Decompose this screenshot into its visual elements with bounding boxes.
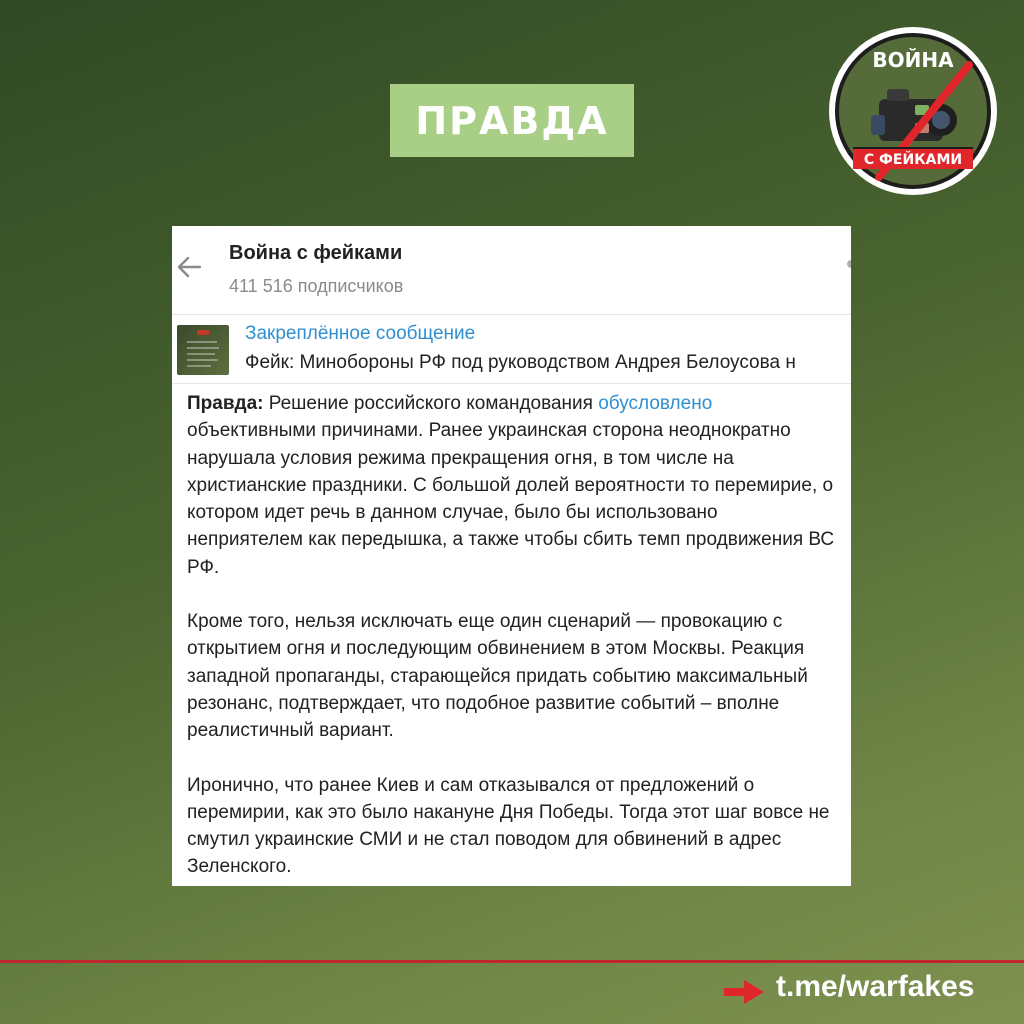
message-paragraph [187,390,837,581]
logo-bottom-text: С ФЕЙКАМИ [863,152,963,168]
divider-line [0,960,1024,963]
truth-label: Правда: [187,393,264,414]
pinned-message[interactable] [172,315,851,384]
channel-link[interactable]: t.me/warfakes [776,970,975,1003]
arrow-right-icon [722,978,766,1006]
more-options-icon[interactable] [847,260,851,268]
channel-header [172,226,851,315]
telegram-screenshot [172,226,851,886]
message-link[interactable]: обусловлено [598,393,713,414]
pinned-title: Закреплённое сообщение [245,323,476,344]
camera-crossed-icon [829,27,997,195]
message-body [187,390,837,886]
pinned-thumbnail [177,325,229,375]
logo-top-text: ВОЙНА [872,48,954,72]
pinned-text: Фейк: Минобороны РФ под руководством Андрея Белоусова н [245,352,796,373]
message-text: Решение российского командования [263,393,599,414]
truth-badge [390,84,634,157]
arrow-left-icon[interactable] [174,252,204,282]
channel-logo [829,27,997,195]
subscriber-count: 411 516 подписчиков [229,276,404,296]
message-paragraph: Кроме того, нельзя исключать еще один сценарий — провокацию с открытием огня и последующим обвинением в этом Москвы. Реакция западной пропаганды, старающейся придать событию максимальный резонанс, подтверждает, что подобное развитие событий – вполне реалистичный вариант. [187,611,808,742]
message-paragraph: Иронично, что ранее Киев и сам отказывался от предложений о перемирии, как это было накануне Дня Победы. Тогда этот шаг вовсе не смутил украинские СМИ и не стал поводом для обвинений в адрес Зеленского. [187,774,830,878]
message-text: объективными причинами. Ранее украинская сторона неоднократно нарушала условия режима прекращения огня, в том числе на христианские праздники. С большой долей вероятности то перемирие, о котором идет речь в данном случае, было бы использовано неприятелем как передышка, а также чтобы сбить темп продвижения ВС РФ. [187,420,835,578]
truth-badge-label: ПРАВДА [415,98,609,143]
channel-title[interactable]: Война с фейками [229,242,403,264]
